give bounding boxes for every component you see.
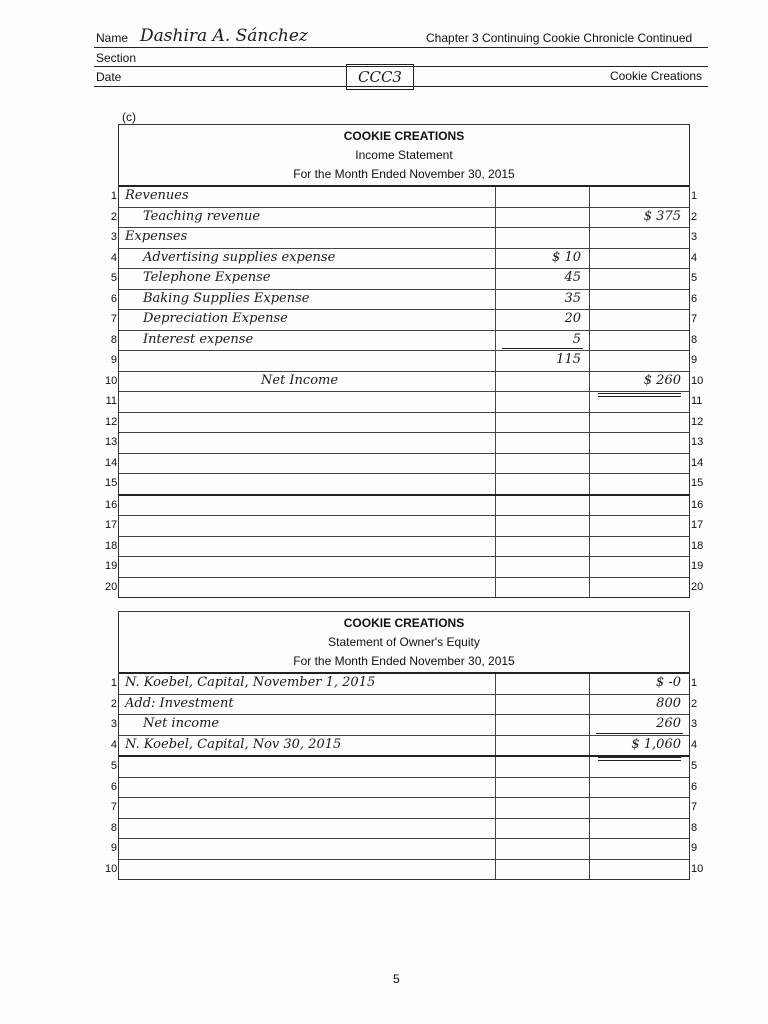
line-number-left: 12 (105, 415, 118, 428)
table-row (105, 494, 704, 516)
amount-cell-2 (590, 860, 689, 880)
line-number-left: 1 (110, 190, 117, 202)
amount-cell-1 (496, 516, 590, 536)
line-number-right: 10 (691, 374, 704, 387)
table-row (105, 391, 703, 412)
description-cell (119, 228, 496, 248)
line-number-right: 7 (691, 313, 698, 325)
description-text: Expenses (125, 229, 188, 244)
line-number-right: 9 (691, 354, 698, 366)
description-text: Net income (143, 716, 220, 731)
description-cell (119, 798, 496, 818)
line-number-left: 5 (110, 760, 117, 772)
table-row (110, 330, 698, 351)
amount-cell-2 (590, 310, 689, 330)
amount-cell-1 (496, 578, 590, 598)
table-row (105, 515, 704, 536)
amount-cell-2 (590, 474, 689, 494)
amount-cell-1 (496, 249, 590, 269)
amount-cell-1 (496, 351, 590, 371)
line-number-left: 1 (110, 677, 117, 689)
amount-cell-2 (590, 392, 689, 412)
line-number-left: 3 (110, 718, 117, 730)
line-number-left: 4 (110, 251, 117, 264)
underline (596, 733, 683, 734)
description-cell (119, 372, 496, 392)
amount-cell-1 (496, 331, 590, 351)
equity-heading (119, 612, 689, 672)
amount-1: 20 (564, 311, 581, 326)
description-text: Baking Supplies Expense (143, 290, 310, 306)
table-row (110, 185, 698, 207)
amount-cell-1 (496, 778, 590, 798)
table-row (110, 838, 698, 859)
amount-2: 800 (656, 695, 681, 711)
description-cell (119, 757, 496, 777)
amount-cell-1 (496, 537, 590, 557)
amount-cell-2 (590, 208, 689, 228)
amount-1: 35 (564, 290, 581, 306)
line-number-right: 2 (691, 210, 698, 223)
description-cell (119, 715, 496, 735)
description-cell (119, 187, 496, 207)
description-cell (119, 392, 496, 412)
line-number-right: 8 (691, 821, 698, 834)
description-cell (119, 516, 496, 536)
description-text: Revenues (125, 188, 189, 203)
amount-cell-2 (590, 674, 689, 694)
line-number-left: 11 (105, 395, 117, 407)
underline (502, 348, 583, 349)
line-number-right: 7 (691, 801, 698, 813)
amount-cell-1 (496, 715, 590, 735)
table-row (110, 672, 698, 694)
table-row (105, 577, 704, 598)
amount-cell-1 (496, 474, 590, 494)
line-number-left: 15 (105, 477, 118, 489)
amount-cell-2 (590, 695, 689, 715)
assignment-badge: CCC3 (346, 64, 414, 90)
line-number-left: 9 (110, 354, 117, 366)
line-number-right: 17 (691, 519, 704, 531)
amount-cell-2 (590, 839, 689, 859)
table-row (110, 735, 698, 756)
line-number-left: 8 (110, 333, 117, 346)
table-row (110, 268, 698, 289)
table-row (110, 714, 698, 735)
description-cell (119, 839, 496, 859)
description-cell (119, 310, 496, 330)
amount-1: 115 (556, 352, 581, 367)
amount-cell-1 (496, 860, 590, 880)
amount-cell-2 (590, 496, 689, 516)
amount-cell-2 (590, 187, 689, 207)
description-text: Depreciation Expense (143, 311, 288, 326)
amount-cell-1 (496, 454, 590, 474)
line-number-right: 12 (691, 415, 704, 428)
table-row (105, 432, 704, 453)
header-rule-1 (94, 47, 708, 48)
amount-cell-2 (590, 778, 689, 798)
amount-cell-2 (590, 413, 689, 433)
amount-cell-2 (590, 578, 689, 598)
name-label: Name (96, 31, 129, 45)
line-number-right: 1 (691, 677, 698, 689)
description-text: Net Income (261, 372, 339, 388)
description-text: Telephone Expense (143, 270, 271, 285)
description-cell (119, 208, 496, 228)
description-cell (119, 695, 496, 715)
line-number-right: 6 (691, 292, 698, 305)
amount-2: $ 375 (643, 208, 681, 224)
income-statement-heading (119, 125, 689, 185)
line-number-left: 2 (110, 697, 117, 710)
description-cell (119, 433, 496, 453)
amount-cell-2 (590, 537, 689, 557)
table-row (105, 556, 704, 577)
line-number-right: 6 (691, 780, 698, 793)
amount-cell-1 (496, 674, 590, 694)
amount-cell-2 (590, 228, 689, 248)
description-cell (119, 351, 496, 371)
amount-2: $ 260 (643, 372, 681, 388)
part-label: (c) (122, 110, 136, 124)
amount-cell-2 (590, 798, 689, 818)
section-label: Section (96, 51, 137, 65)
line-number-right: 20 (691, 580, 704, 593)
line-number-right: 2 (691, 697, 698, 710)
amount-cell-1 (496, 695, 590, 715)
line-number-right: 18 (691, 539, 704, 552)
description-cell (119, 413, 496, 433)
equity-company: COOKIE CREATIONS (343, 616, 465, 630)
line-number-right: 3 (691, 718, 698, 730)
line-number-left: 2 (110, 210, 117, 223)
line-number-left: 10 (105, 374, 118, 387)
line-number-right: 15 (691, 477, 704, 489)
table-row (110, 227, 698, 248)
amount-cell-1 (496, 433, 590, 453)
amount-2: $ -0 (655, 675, 681, 690)
line-number-right: 9 (691, 842, 698, 854)
amount-cell-1 (496, 290, 590, 310)
description-cell (119, 736, 496, 756)
description-cell (119, 860, 496, 880)
line-number-left: 4 (110, 738, 117, 751)
amount-cell-2 (590, 269, 689, 289)
description-text: Advertising supplies expense (143, 249, 336, 265)
amount-1: 5 (572, 331, 581, 347)
amount-cell-2 (590, 249, 689, 269)
line-number-left: 20 (105, 580, 118, 593)
income-company: COOKIE CREATIONS (343, 129, 465, 143)
amount-cell-1 (496, 187, 590, 207)
income-period: For the Month Ended November 30, 2015 (293, 167, 515, 181)
line-number-right: 4 (691, 251, 698, 264)
description-text: N. Koebel, Capital, November 1, 2015 (125, 675, 376, 690)
amount-cell-1 (496, 557, 590, 577)
line-number-left: 9 (110, 842, 117, 854)
header-rule-3 (94, 86, 708, 87)
table-row (110, 309, 698, 330)
amount-cell-1 (496, 736, 590, 756)
table-row (110, 818, 698, 839)
table-row (110, 755, 698, 777)
amount-cell-1 (496, 496, 590, 516)
line-number-right: 8 (691, 333, 698, 346)
description-cell (119, 537, 496, 557)
amount-1: $ 10 (552, 249, 581, 265)
description-cell (119, 674, 496, 694)
amount-cell-1 (496, 208, 590, 228)
description-text: Add: Investment (125, 695, 234, 711)
amount-cell-1 (496, 819, 590, 839)
date-label: Date (96, 70, 122, 84)
income-statement-table (105, 124, 704, 598)
line-number-left: 19 (105, 560, 118, 572)
line-number-left: 16 (105, 498, 118, 511)
description-cell (119, 454, 496, 474)
table-row (105, 453, 704, 474)
line-number-right: 16 (691, 498, 704, 511)
equity-title: Statement of Owner's Equity (328, 635, 480, 649)
line-number-left: 7 (110, 313, 117, 325)
line-number-right: 10 (691, 862, 704, 875)
amount-cell-1 (496, 413, 590, 433)
owners-equity-table (105, 611, 704, 880)
table-row (110, 207, 698, 228)
amount-cell-2 (590, 757, 689, 777)
line-number-left: 3 (110, 231, 117, 243)
amount-cell-2 (590, 454, 689, 474)
description-cell (119, 557, 496, 577)
description-cell (119, 578, 496, 598)
table-row (110, 289, 698, 310)
table-row (105, 536, 704, 557)
description-cell (119, 474, 496, 494)
amount-cell-1 (496, 372, 590, 392)
description-cell (119, 249, 496, 269)
amount-cell-1 (496, 269, 590, 289)
description-cell (119, 778, 496, 798)
line-number-right: 4 (691, 738, 698, 751)
line-number-right: 19 (691, 560, 704, 572)
description-cell (119, 819, 496, 839)
amount-cell-2 (590, 819, 689, 839)
amount-2: 260 (656, 716, 681, 731)
table-row (110, 777, 698, 798)
name-value: Dashira A. Sánchez (140, 26, 308, 46)
amount-cell-2 (590, 290, 689, 310)
amount-cell-2 (590, 372, 689, 392)
description-text: Teaching revenue (143, 208, 261, 224)
table-row (110, 797, 698, 818)
chapter-title: Chapter 3 Continuing Cookie Chronicle Continued (426, 31, 693, 45)
line-number-right: 3 (691, 231, 698, 243)
line-number-right: 13 (691, 436, 704, 448)
amount-1: 45 (564, 270, 581, 285)
equity-period: For the Month Ended November 30, 2015 (293, 654, 515, 668)
amount-cell-1 (496, 392, 590, 412)
table-row (105, 371, 704, 392)
amount-cell-1 (496, 757, 590, 777)
income-title: Income Statement (355, 148, 453, 162)
line-number-left: 6 (110, 292, 117, 305)
amount-cell-1 (496, 228, 590, 248)
table-row (105, 412, 704, 433)
amount-2: $ 1,060 (631, 736, 681, 752)
amount-cell-1 (496, 798, 590, 818)
line-number-left: 17 (105, 519, 118, 531)
table-row (110, 248, 698, 269)
line-number-left: 5 (110, 272, 117, 284)
description-text: N. Koebel, Capital, Nov 30, 2015 (125, 736, 342, 752)
line-number-left: 10 (105, 862, 118, 875)
table-row (110, 694, 698, 715)
amount-cell-2 (590, 351, 689, 371)
line-number-right: 5 (691, 272, 698, 284)
line-number-right: 1 (691, 190, 698, 202)
line-number-right: 5 (691, 760, 698, 772)
amount-cell-2 (590, 557, 689, 577)
line-number-right: 11 (691, 395, 703, 407)
line-number-left: 8 (110, 821, 117, 834)
amount-cell-1 (496, 310, 590, 330)
description-cell (119, 496, 496, 516)
description-text: Interest expense (143, 331, 254, 347)
description-cell (119, 290, 496, 310)
table-row (105, 473, 704, 494)
subject-label: Cookie Creations (610, 69, 703, 83)
table-row (105, 859, 704, 880)
description-cell (119, 269, 496, 289)
amount-cell-2 (590, 736, 689, 756)
page-number: 5 (393, 972, 400, 986)
line-number-left: 13 (105, 436, 118, 448)
amount-cell-1 (496, 839, 590, 859)
amount-cell-2 (590, 516, 689, 536)
line-number-left: 6 (110, 780, 117, 793)
amount-cell-2 (590, 715, 689, 735)
line-number-left: 18 (105, 539, 118, 552)
amount-cell-2 (590, 433, 689, 453)
description-cell (119, 331, 496, 351)
amount-cell-2 (590, 331, 689, 351)
table-row (110, 350, 698, 371)
line-number-right: 14 (691, 456, 704, 469)
line-number-left: 7 (110, 801, 117, 813)
line-number-left: 14 (105, 456, 118, 469)
